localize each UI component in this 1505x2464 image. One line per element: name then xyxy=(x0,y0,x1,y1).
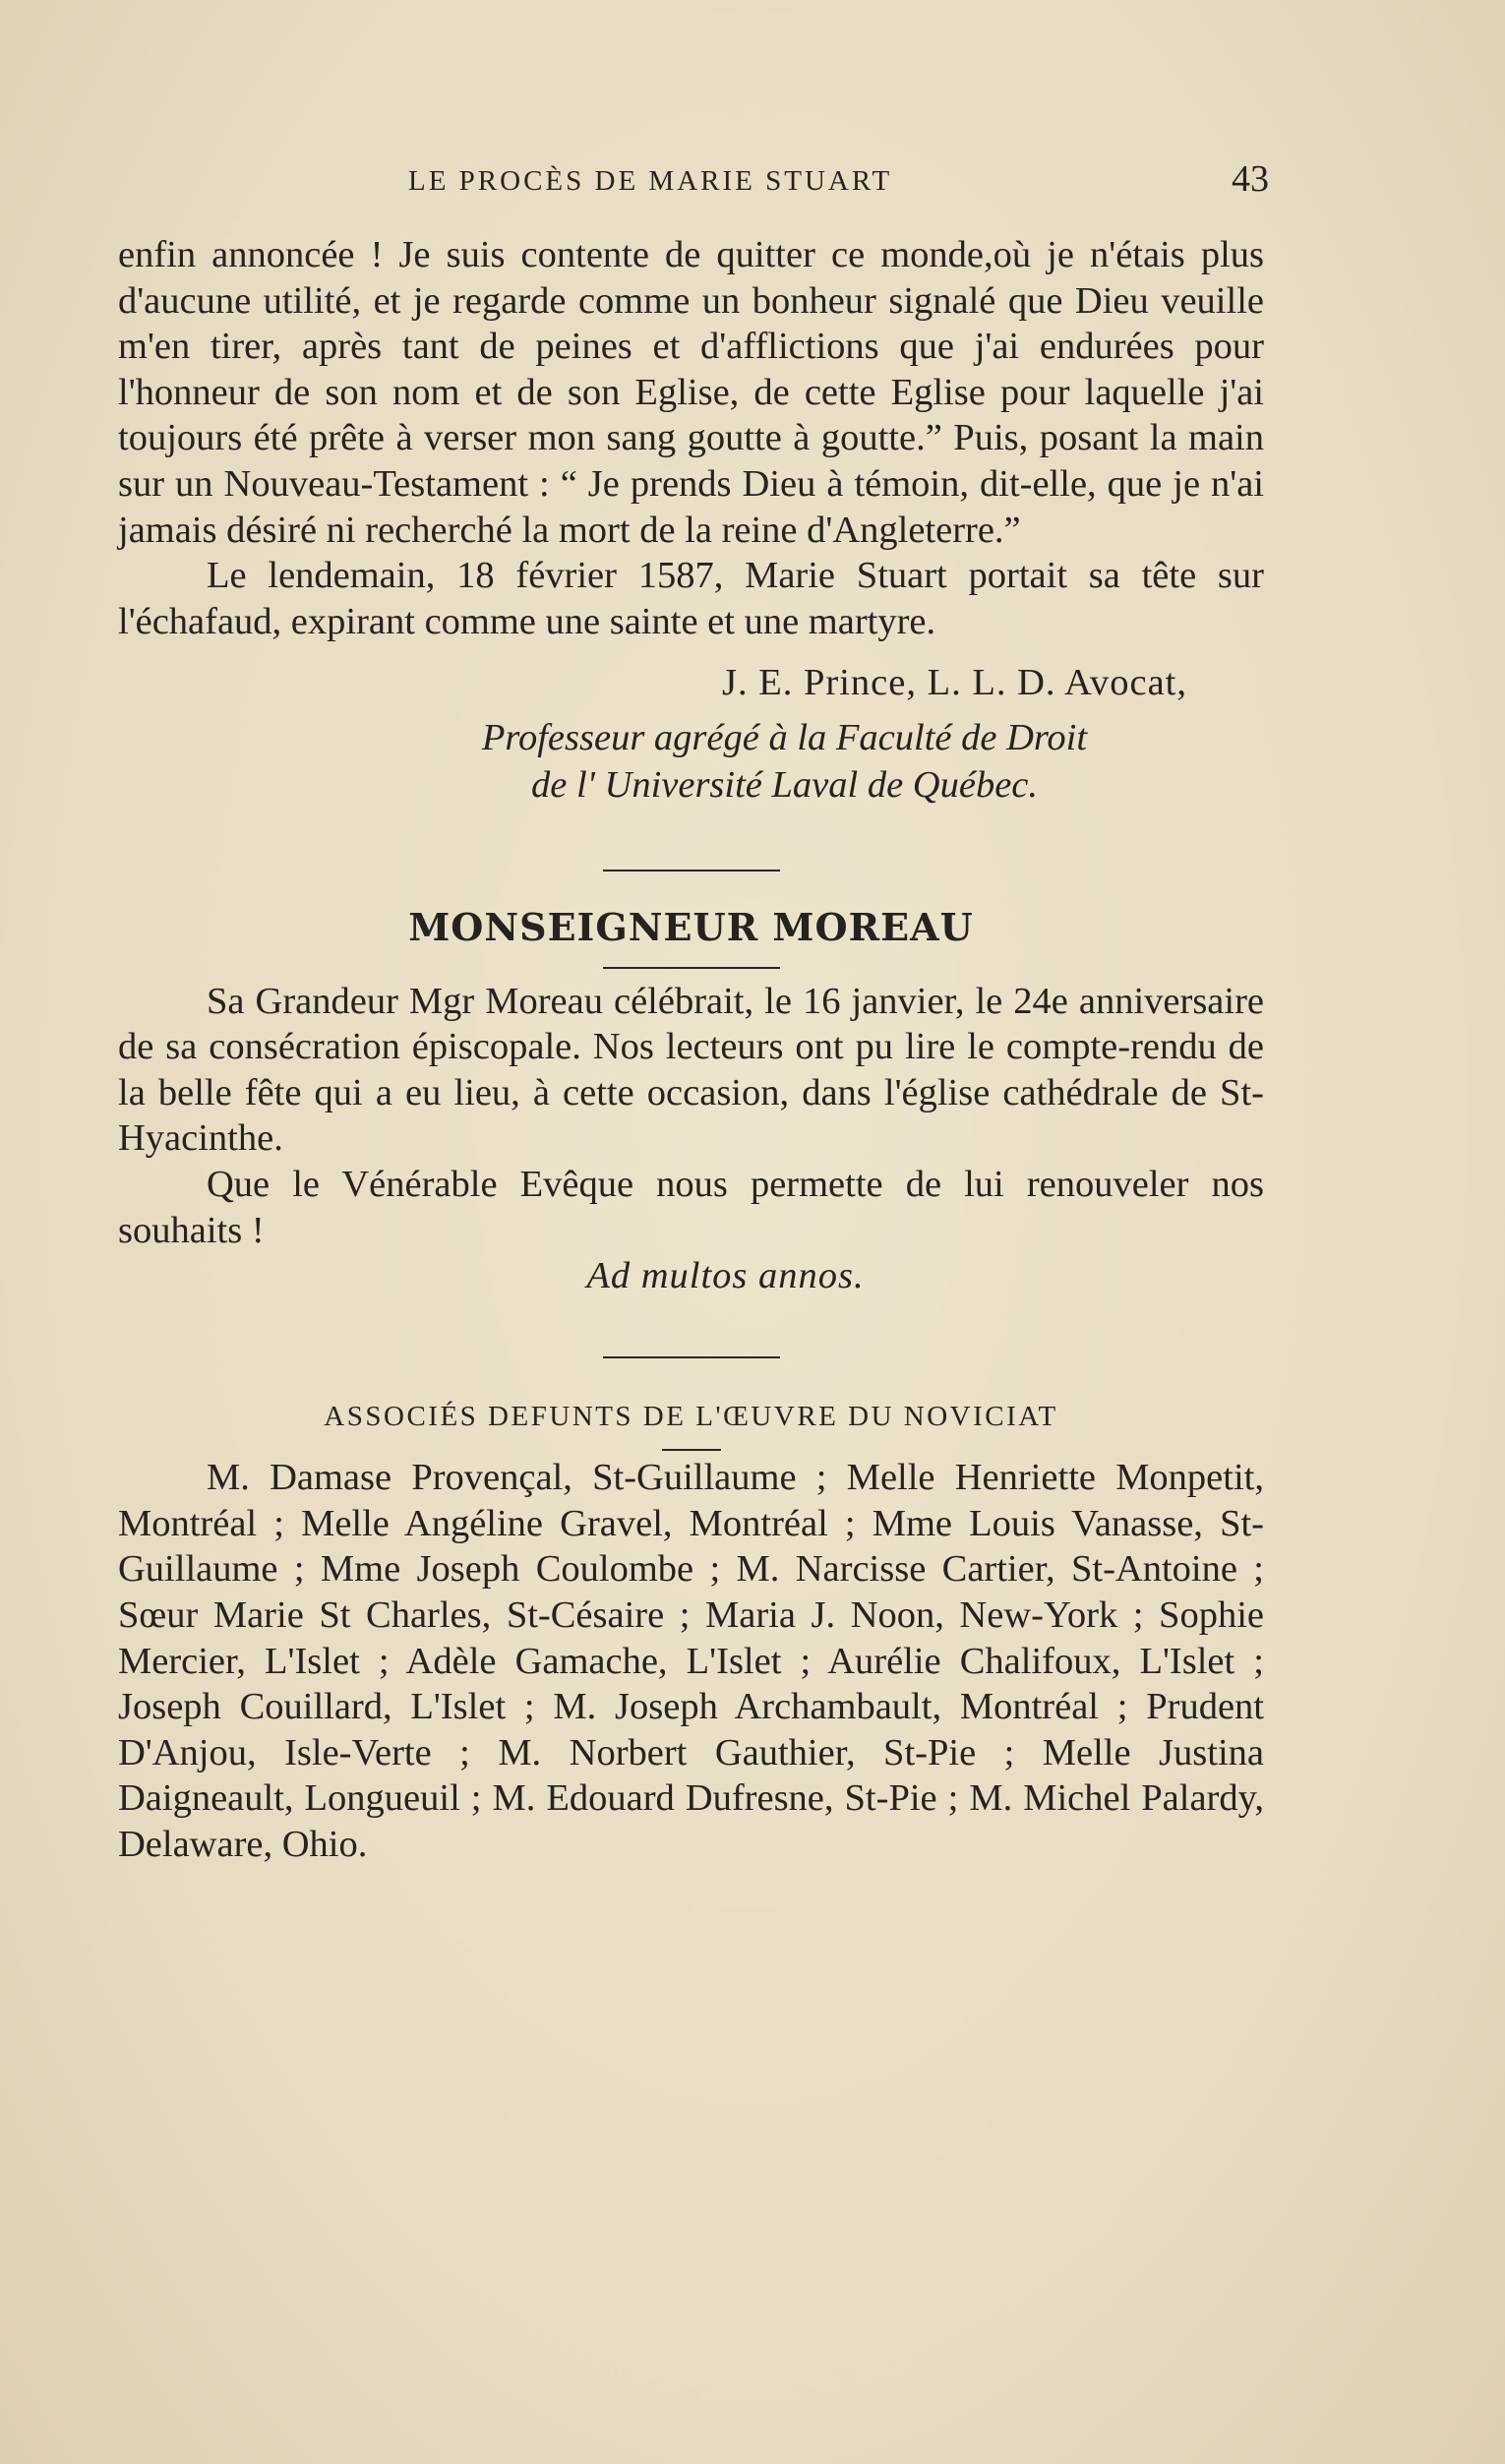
running-head: LE PROCÈS DE MARIE STUART xyxy=(408,165,893,197)
section-paragraph: Que le Vénérable Evêque nous permette de lui renouveler nos souhaits ! xyxy=(118,1163,1264,1251)
section-paragraph: Sa Grandeur Mgr Moreau célébrait, le 16 janvier, le 24e anniversaire de sa consécration épiscopale. Nos lecteurs ont pu lire le compte-rendu de la belle fête qui a eu lieu, à cette occasion, dans l'église cathédrale de St-Hyacinthe. xyxy=(118,980,1264,1160)
author-signature: J. E. Prince, L. L. D. Avocat, xyxy=(721,662,1187,704)
page-number: 43 xyxy=(1232,158,1269,200)
article-paragraph: Le lendemain, 18 février 1587, Marie Stuart portait sa tête sur l'échafaud, expirant comme une sainte et une martyre. xyxy=(118,555,1264,642)
closing-salutation: Ad multos annos. xyxy=(586,1255,865,1297)
author-affiliation xyxy=(118,714,1264,809)
page-body xyxy=(118,232,1264,1868)
deceased-list: M. Damase Provençal, St-Guillaume ; Melle Henriette Monpetit, Montréal ; Melle Angéline Gravel, Montréal ; Mme Louis Vanasse, St-Guillaume ; Mme Joseph Coulombe ; M. Narcisse Cartier, St-Antoine ; Sœur Marie St Charles, St-Césaire ; Maria J. Noon, New-York ; Sophie Mercier, L'Islet ; Adèle Gamache, L'Islet ; Aurélie Chalifoux, L'Islet ; Joseph Couillard, L'Islet ; M. Joseph Archambault, Montréal ; Prudent D'Anjou, Isle-Verte ; M. Norbert Gauthier, St-Pie ; Melle Justina Daigneault, Longueuil ; M. Edouard Dufresne, St-Pie ; M. Michel Palardy, Delaware, Ohio. xyxy=(118,1457,1264,1866)
affiliation-line: Professeur agrégé à la Faculté de Droit xyxy=(481,716,1088,758)
affiliation-line: de l' Université Laval de Québec. xyxy=(531,763,1038,806)
article-paragraph: enfin annoncée ! Je suis contente de quitter ce monde,où je n'étais plus d'aucune utilité, et je regarde comme un bonheur signalé que Dieu veuille m'en tirer, après tant de peines et d'afflictions que j'ai endurées pour l'honneur de son nom et de son Eglise, de cette Eglise pour laquelle j'ai toujours été prête à verser mon sang goutte à goutte.” Puis, posant la main sur un Nouveau-Testament : “ Je prends Dieu à témoin, dit-elle, que je n'ai jamais désiré ni recherché la mort de la reine d'Angleterre.” xyxy=(118,234,1264,551)
page-header xyxy=(118,157,1269,216)
section-title: MONSEIGNEUR MOREAU xyxy=(408,904,974,949)
section-title: ASSOCIÉS DEFUNTS DE L'ŒUVRE DU NOVICIAT xyxy=(324,1400,1058,1432)
